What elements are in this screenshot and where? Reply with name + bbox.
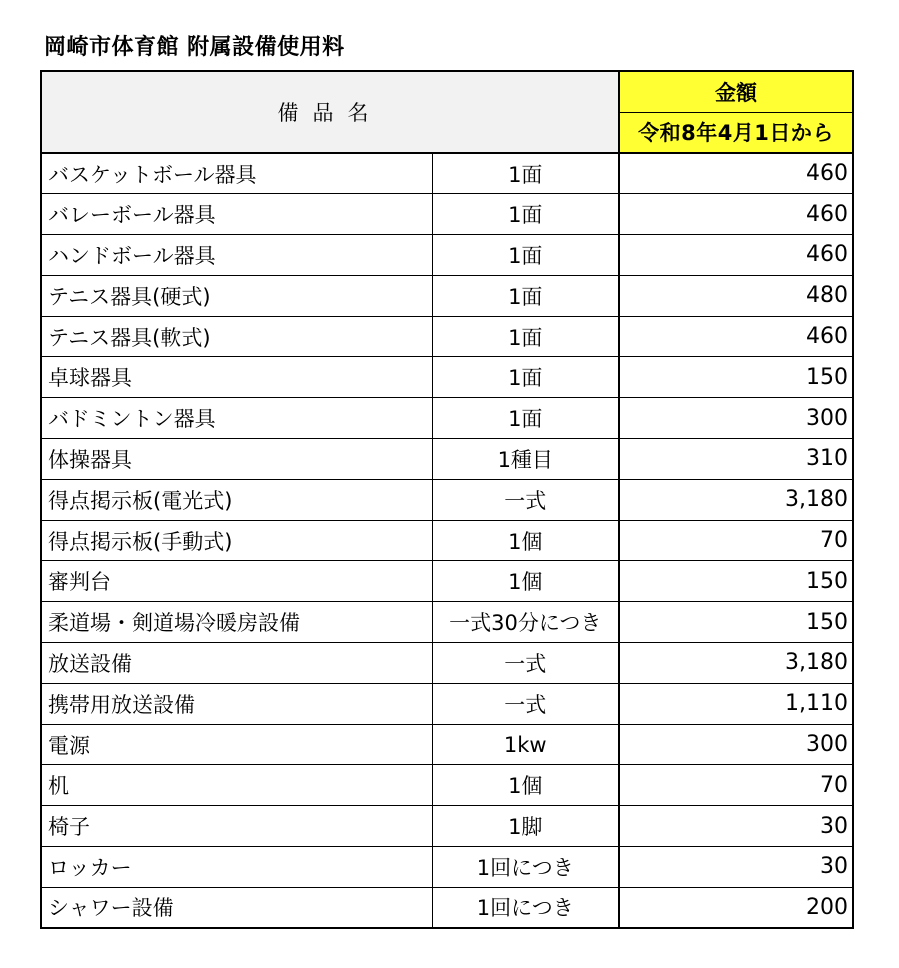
item-name-cell: 放送設備 xyxy=(41,643,432,684)
table-row xyxy=(41,602,853,643)
table-body xyxy=(41,153,853,928)
item-name-cell: 審判台 xyxy=(41,561,432,602)
item-amount-cell: 30 xyxy=(619,806,853,847)
table-row xyxy=(41,887,853,928)
header-item-name: 備品名 xyxy=(41,71,619,153)
item-amount-cell: 70 xyxy=(619,520,853,561)
header-row-top xyxy=(41,71,853,112)
item-amount-cell: 150 xyxy=(619,561,853,602)
item-amount-cell: 460 xyxy=(619,235,853,276)
item-unit-cell: 1回につき xyxy=(432,887,619,928)
header-effective-date: 令和8年4月1日から xyxy=(619,112,853,153)
item-unit-cell: 1面 xyxy=(432,153,619,194)
table-row xyxy=(41,724,853,765)
item-name-cell: 得点掲示板(電光式) xyxy=(41,479,432,520)
item-unit-cell: 一式 xyxy=(432,479,619,520)
table-row xyxy=(41,765,853,806)
item-amount-cell: 310 xyxy=(619,439,853,480)
item-amount-cell: 3,180 xyxy=(619,479,853,520)
item-unit-cell: 1個 xyxy=(432,561,619,602)
item-unit-cell: 1面 xyxy=(432,357,619,398)
item-name-cell: テニス器具(軟式) xyxy=(41,316,432,357)
item-amount-cell: 480 xyxy=(619,275,853,316)
item-name-cell: 得点掲示板(手動式) xyxy=(41,520,432,561)
item-name-cell: 卓球器具 xyxy=(41,357,432,398)
table-row xyxy=(41,398,853,439)
item-name-cell: 机 xyxy=(41,765,432,806)
table-row xyxy=(41,153,853,194)
table-row xyxy=(41,479,853,520)
table-row xyxy=(41,847,853,888)
item-name-cell: テニス器具(硬式) xyxy=(41,275,432,316)
item-name-cell: ハンドボール器具 xyxy=(41,235,432,276)
item-unit-cell: 1面 xyxy=(432,398,619,439)
table-row xyxy=(41,683,853,724)
item-amount-cell: 460 xyxy=(619,153,853,194)
item-amount-cell: 3,180 xyxy=(619,643,853,684)
item-unit-cell: 1個 xyxy=(432,765,619,806)
document-title: 岡崎市体育館 附属設備使用料 xyxy=(44,35,345,60)
item-name-cell: 体操器具 xyxy=(41,439,432,480)
item-unit-cell: 一式 xyxy=(432,643,619,684)
item-unit-cell: 1面 xyxy=(432,235,619,276)
item-name-cell: バドミントン器具 xyxy=(41,398,432,439)
item-amount-cell: 1,110 xyxy=(619,683,853,724)
table-row xyxy=(41,439,853,480)
item-unit-cell: 1面 xyxy=(432,275,619,316)
item-name-cell: バスケットボール器具 xyxy=(41,153,432,194)
item-name-cell: 電源 xyxy=(41,724,432,765)
table-row xyxy=(41,194,853,235)
table-row xyxy=(41,806,853,847)
item-amount-cell: 150 xyxy=(619,357,853,398)
table-row xyxy=(41,520,853,561)
item-name-cell: バレーボール器具 xyxy=(41,194,432,235)
item-amount-cell: 300 xyxy=(619,398,853,439)
table-row xyxy=(41,561,853,602)
item-unit-cell: 1脚 xyxy=(432,806,619,847)
item-name-cell: 携帯用放送設備 xyxy=(41,683,432,724)
item-name-cell: ロッカー xyxy=(41,847,432,888)
item-unit-cell: 1面 xyxy=(432,316,619,357)
item-amount-cell: 200 xyxy=(619,887,853,928)
table-row xyxy=(41,357,853,398)
item-unit-cell: 1面 xyxy=(432,194,619,235)
table-row xyxy=(41,316,853,357)
table-row xyxy=(41,235,853,276)
item-amount-cell: 300 xyxy=(619,724,853,765)
item-amount-cell: 460 xyxy=(619,194,853,235)
item-amount-cell: 150 xyxy=(619,602,853,643)
item-amount-cell: 70 xyxy=(619,765,853,806)
header-amount: 金額 xyxy=(619,71,853,112)
item-unit-cell: 1種目 xyxy=(432,439,619,480)
item-unit-cell: 一式30分につき xyxy=(432,602,619,643)
item-unit-cell: 一式 xyxy=(432,683,619,724)
fee-table xyxy=(40,70,854,929)
item-unit-cell: 1kw xyxy=(432,724,619,765)
item-name-cell: 柔道場・剣道場冷暖房設備 xyxy=(41,602,432,643)
item-amount-cell: 30 xyxy=(619,847,853,888)
table-row xyxy=(41,275,853,316)
item-name-cell: 椅子 xyxy=(41,806,432,847)
item-amount-cell: 460 xyxy=(619,316,853,357)
item-unit-cell: 1個 xyxy=(432,520,619,561)
table-row xyxy=(41,643,853,684)
item-name-cell: シャワー設備 xyxy=(41,887,432,928)
item-unit-cell: 1回につき xyxy=(432,847,619,888)
